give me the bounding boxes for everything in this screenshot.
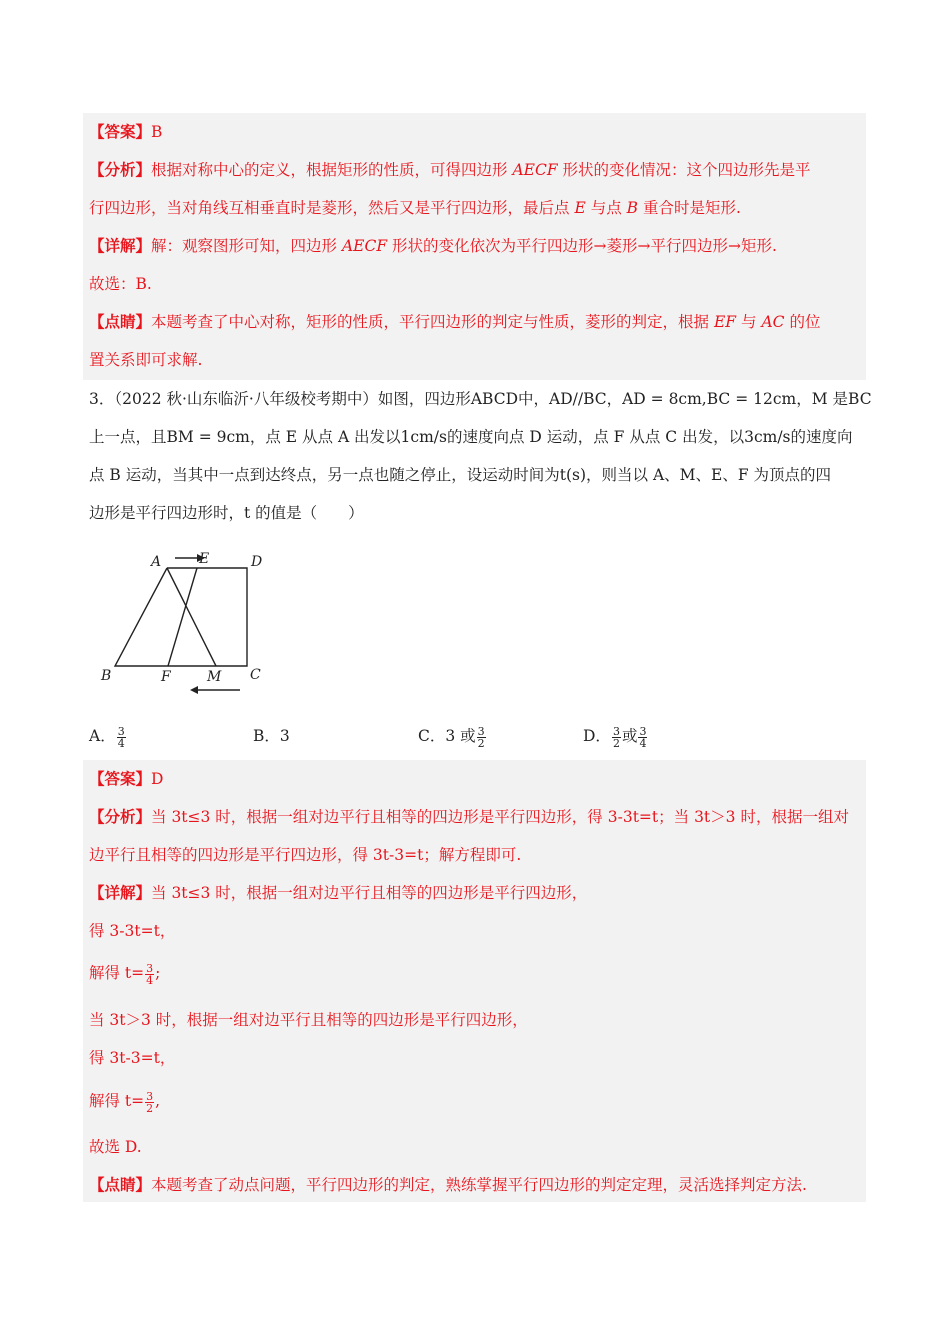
analysis-text: 行四边形，当对角线互相垂直时是菱形，然后又是平行四边形，最后点 xyxy=(89,199,570,217)
detail-text: 解得 t= xyxy=(89,1092,145,1110)
option-label: B． xyxy=(253,727,280,745)
q2-detail xyxy=(89,235,777,257)
q2-analysis-line-2 xyxy=(89,197,741,219)
var-aecf: AECF xyxy=(341,237,388,255)
q3-detail-line-3 xyxy=(89,962,160,986)
fraction: $\frac{3}{4}$ xyxy=(146,961,154,987)
option-a[interactable] xyxy=(89,724,127,749)
var-ac: AC xyxy=(761,313,785,331)
q2-comment-line-1 xyxy=(89,311,820,333)
fraction: $\frac{3}{4}$ xyxy=(117,724,125,750)
analysis-text: 与点 xyxy=(590,199,622,217)
detail-text: ; xyxy=(155,964,161,982)
detail-text: 形状的变化依次为平行四边形→菱形→平行四边形→矩形. xyxy=(392,237,777,255)
comment-text: 本题考查了中心对称，矩形的性质，平行四边形的判定与性质，菱形的判定，根据 xyxy=(151,313,710,331)
q3-detail-line-1 xyxy=(89,882,587,904)
q2-analysis-line-1 xyxy=(89,159,811,181)
option-value: 或 xyxy=(621,727,638,745)
analysis-text: 形状的变化情况：这个四边形先是平 xyxy=(562,161,811,179)
option-label: D． xyxy=(583,727,611,745)
q2-comment-line-2: 置关系即可求解. xyxy=(89,351,203,369)
var-aecf: AECF xyxy=(512,161,558,179)
label-f: F xyxy=(161,669,171,685)
detail-text: 当 3t≤3 时，根据一组对边平行且相等的四边形是平行四边形， xyxy=(151,884,588,902)
detail-text: 解得 t= xyxy=(89,964,145,982)
q2-choose: 故选：B. xyxy=(89,275,152,293)
analysis-text: 当 3t≤3 时，根据一组对边平行且相等的四边形是平行四边形，得 3-3t=t；当 3t＞3 时，根据一组对 xyxy=(151,808,849,826)
answer-value: D xyxy=(151,770,164,788)
answer-tag: 【答案】 xyxy=(89,769,152,788)
label-c: C xyxy=(250,667,261,683)
var-e: E xyxy=(574,199,586,217)
fraction: $\frac{3}{4}$ xyxy=(639,724,647,750)
option-label: A． xyxy=(89,727,116,745)
q3-choose: 故选 D. xyxy=(89,1138,142,1156)
q3-analysis-line-2: 边平行且相等的四边形是平行四边形，得 3t-3=t；解方程即可. xyxy=(89,846,522,864)
detail-tag: 【详解】 xyxy=(89,883,152,902)
fraction: $\frac{3}{2}$ xyxy=(146,1089,154,1115)
comment-text: 的位 xyxy=(789,313,821,331)
comment-tag: 【点睛】 xyxy=(89,1175,152,1194)
q2-answer xyxy=(89,121,162,143)
option-b[interactable] xyxy=(253,724,290,746)
detail-text: 解：观察图形可知，四边形 xyxy=(151,237,338,255)
q3-stem-line-3: 点 B 运动，当其中一点到达终点，另一点也随之停止，设运动时间为t(s)，则当以 A、M、E、F 为顶点的四 xyxy=(89,466,832,484)
var-b: B xyxy=(626,199,639,217)
analysis-text: 重合时是矩形. xyxy=(643,199,741,217)
answer-tag: 【答案】 xyxy=(89,122,152,141)
analysis-tag: 【分析】 xyxy=(89,807,152,826)
segment-ef xyxy=(168,568,197,666)
analysis-tag: 【分析】 xyxy=(89,160,152,179)
answer-value: B xyxy=(151,123,163,141)
q3-stem-line-2: 上一点，且BM = 9cm，点 E 从点 A 出发以1cm/s的速度向点 D 运动，点 F 从点 C 出发，以3cm/s的速度向 xyxy=(89,428,853,446)
label-e: E xyxy=(199,551,210,567)
comment-text: 本题考查了动点问题，平行四边形的判定，熟练掌握平行四边形的判定定理，灵活选择判定方法. xyxy=(151,1176,807,1194)
analysis-text: 根据对称中心的定义，根据矩形的性质，可得四边形 xyxy=(151,161,508,179)
option-c[interactable] xyxy=(418,724,487,749)
label-d: D xyxy=(251,554,263,570)
fraction: $\frac{3}{2}$ xyxy=(612,724,620,750)
q3-comment xyxy=(89,1174,807,1196)
var-ef: EF xyxy=(713,313,737,331)
segment-am xyxy=(167,568,216,666)
q3-stem-line-4: 边形是平行四边形时，t 的值是（ ） xyxy=(89,504,364,522)
q3-figure xyxy=(95,545,275,705)
option-d[interactable] xyxy=(583,724,648,749)
q3-stem-line-1: 3．（2022 秋·山东临沂·八年级校考期中）如图，四边形ABCD中，AD//BC，AD = 8cm,BC = 12cm，M 是BC xyxy=(89,390,872,408)
q3-detail-line-6 xyxy=(89,1090,160,1114)
option-value: 3 xyxy=(279,727,290,745)
fraction: $\frac{3}{2}$ xyxy=(477,724,485,750)
comment-text: 与 xyxy=(740,313,757,331)
label-b: B xyxy=(101,668,112,684)
q3-detail-line-2: 得 3-3t=t， xyxy=(89,922,176,940)
q3-detail-line-4: 当 3t＞3 时，根据一组对边平行且相等的四边形是平行四边形， xyxy=(89,1011,528,1029)
label-a: A xyxy=(151,554,162,570)
figure-quadrilateral xyxy=(115,568,247,666)
q3-analysis-line-1 xyxy=(89,806,849,828)
label-m: M xyxy=(207,669,222,685)
comment-tag: 【点睛】 xyxy=(89,312,152,331)
option-label: C． xyxy=(418,727,446,745)
option-value: 3 或 xyxy=(445,727,476,745)
detail-tag: 【详解】 xyxy=(89,236,152,255)
q3-answer xyxy=(89,768,163,790)
detail-text: , xyxy=(155,1092,161,1110)
arrowhead-left xyxy=(190,686,198,694)
q3-detail-line-5: 得 3t-3=t， xyxy=(89,1049,176,1067)
